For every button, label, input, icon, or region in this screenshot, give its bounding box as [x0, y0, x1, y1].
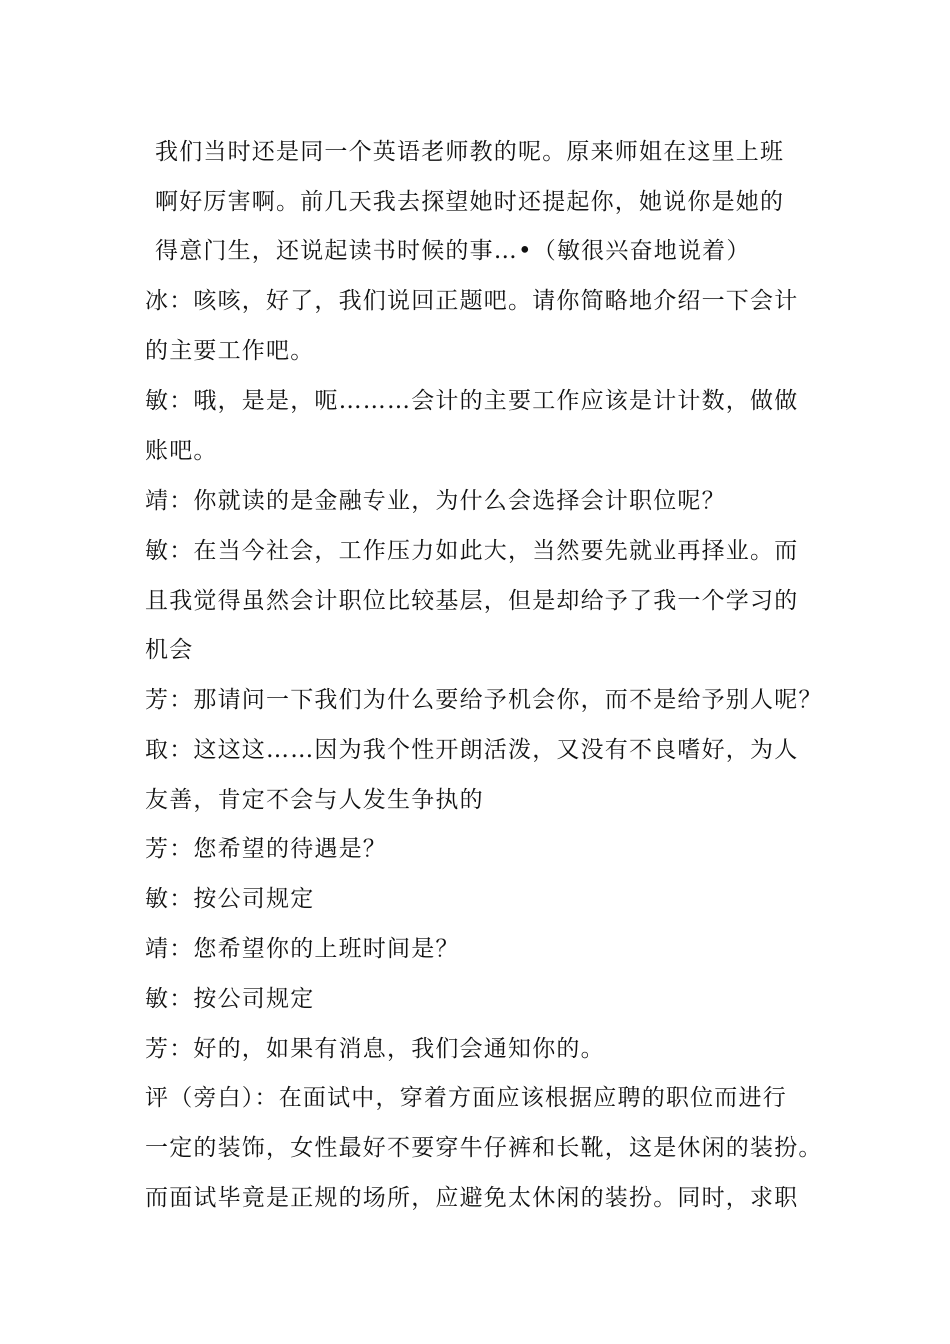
text-line: 账吧。	[145, 438, 218, 464]
text-line: 芳：您希望的待遇是？	[145, 836, 387, 862]
text-line: 的主要工作吧。	[145, 338, 315, 364]
text-line: 冰：咳咳，好了，我们说回正题吧。请你简略地介绍一下会计	[145, 288, 799, 314]
text-line: 且我觉得虽然会计职位比较基层，但是却给予了我一个学习的	[145, 588, 799, 614]
text-line: 靖：您希望你的上班时间是？	[145, 936, 460, 962]
text-line: 取：这这这……因为我个性开朗活泼，又没有不良嗜好，为人	[145, 737, 799, 763]
text-line: 芳：好的，如果有消息，我们会通知你的。	[145, 1036, 605, 1062]
text-line: 而面试毕竟是正规的场所，应避免太休闲的装扮。同时，求职	[145, 1185, 799, 1211]
text-line: 敏：按公司规定	[145, 886, 315, 912]
text-line: 敏：在当今社会，工作压力如此大，当然要先就业再择业。而	[145, 538, 799, 564]
text-line: 敏：按公司规定	[145, 986, 315, 1012]
text-line: 我们当时还是同一个英语老师教的呢。原来师姐在这里上班	[155, 139, 785, 165]
text-line: 敏：哦，是是，呃………会计的主要工作应该是计计数，做做	[145, 388, 799, 414]
text-line: 一定的装饰，女性最好不要穿牛仔裤和长靴，这是休闲的装扮。	[145, 1135, 823, 1161]
text-line: 评（旁白）：在面试中，穿着方面应该根据应聘的职位而进行	[145, 1085, 787, 1111]
text-line: 芳：那请问一下我们为什么要给予机会你，而不是给予别人呢？	[145, 687, 823, 713]
text-line: 得意门生，还说起读书时候的事…•（敏很兴奋地说着）	[155, 238, 751, 264]
text-line: 机会	[145, 637, 194, 663]
text-line: 靖：你就读的是金融专业，为什么会选择会计职位呢？	[145, 488, 726, 514]
text-line: 友善，肯定不会与人发生争执的	[145, 787, 484, 813]
text-line: 啊好厉害啊。前几天我去探望她时还提起你，她说你是她的	[155, 189, 785, 215]
